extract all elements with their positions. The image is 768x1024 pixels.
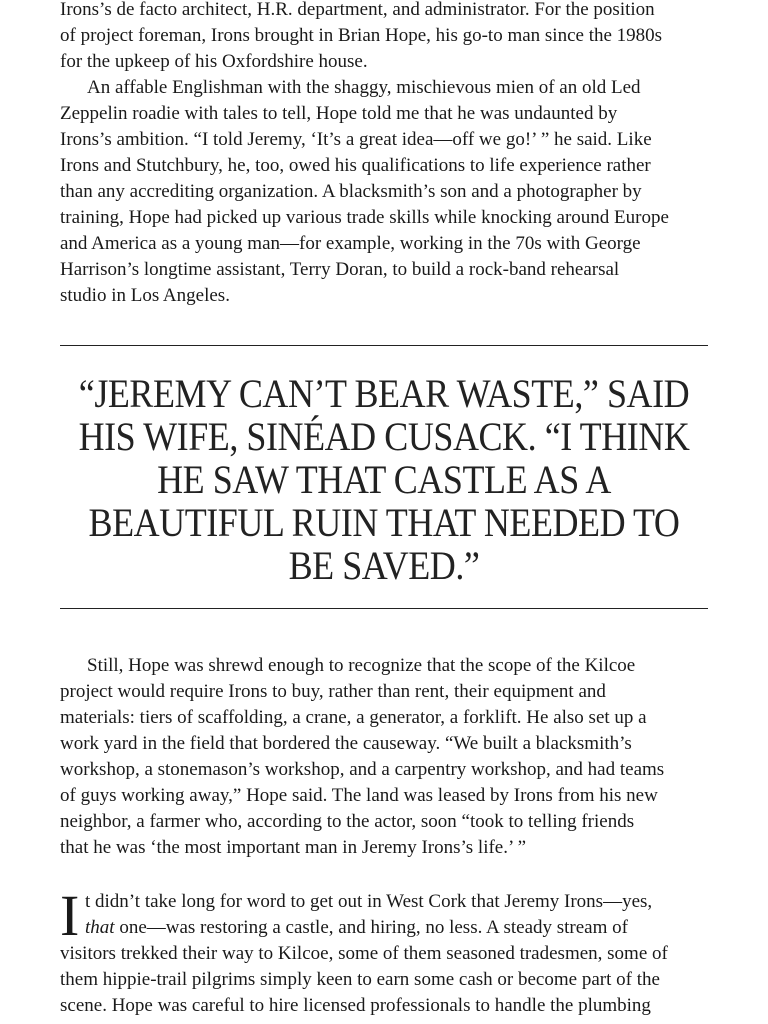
text-line: workshop, a stonemason’s workshop, and a carpentry workshop, and had teams — [60, 759, 665, 780]
text-line: materials: tiers of scaffolding, a crane, a generator, a forklift. He also set up a — [60, 707, 647, 728]
text-line: them hippie-trail pilgrims simply keen to earn some cash or become part of the — [60, 969, 660, 990]
pullquote-line: “JEREMY CAN’T BEAR WASTE,” SAID — [78, 371, 690, 416]
pullquote-line: BEAUTIFUL RUIN THAT NEEDED TO — [88, 500, 680, 545]
text-fragment: one—was restoring a castle, and hiring, no less. A steady stream of — [114, 917, 628, 938]
text-line: visitors trekked their way to Kilcoe, some of them seasoned tradesmen, some of — [60, 943, 668, 964]
text-line: and America as a young man—for example, working in the 70s with George — [60, 233, 641, 254]
paragraph-hope — [60, 75, 720, 309]
text-line: Zeppelin roadie with tales to tell, Hope told me that he was undaunted by — [60, 103, 618, 124]
pullquote — [40, 372, 728, 587]
pullquote-line: HE SAW THAT CASTLE AS A — [157, 457, 611, 502]
text-line: studio in Los Angeles. — [60, 285, 230, 306]
pullquote-line: BE SAVED.” — [288, 543, 480, 588]
text-line: scene. Hope was careful to hire licensed professionals to handle the plumbing — [60, 995, 651, 1016]
text-line — [60, 915, 720, 941]
italic-word: that — [85, 917, 115, 938]
paragraph-foreman — [60, 0, 720, 75]
text-line: project would require Irons to buy, rather than rent, their equipment and — [60, 681, 606, 702]
drop-cap: I — [60, 883, 80, 948]
pullquote-top-rule — [60, 345, 708, 346]
text-line: for the upkeep of his Oxfordshire house. — [60, 51, 368, 72]
text-line: work yard in the field that bordered the causeway. “We built a blacksmith’s — [60, 733, 632, 754]
text-line: training, Hope had picked up various trade skills while knocking around Europe — [60, 207, 669, 228]
text-line: that he was ‘the most important man in Jeremy Irons’s life.’ ” — [60, 837, 527, 858]
text-line: of guys working away,” Hope said. The land was leased by Irons from his new — [60, 785, 658, 806]
text-line: Irons and Stutchbury, he, too, owed his qualifications to life experience rather — [60, 155, 651, 176]
text-line: An affable Englishman with the shaggy, mischievous mien of an old Led — [87, 77, 641, 98]
paragraph-word-out — [60, 883, 720, 1019]
text-line: neighbor, a farmer who, according to the actor, soon “took to telling friends — [60, 811, 635, 832]
text-line: t didn’t take long for word to get out in West Cork that Jeremy Irons—yes, — [85, 891, 653, 912]
text-line: Irons’s de facto architect, H.R. department, and administrator. For the position — [60, 0, 655, 20]
paragraph-equipment — [60, 653, 720, 861]
text-line: Harrison’s longtime assistant, Terry Doran, to build a rock-band rehearsal — [60, 259, 620, 280]
text-line: Still, Hope was shrewd enough to recognize that the scope of the Kilcoe — [87, 655, 636, 676]
text-line: Irons’s ambition. “I told Jeremy, ‘It’s a great idea—off we go!’ ” he said. Like — [60, 129, 652, 150]
text-line: of project foreman, Irons brought in Brian Hope, his go-to man since the 1980s — [60, 25, 663, 46]
pullquote-bottom-rule — [60, 608, 708, 609]
pullquote-line: HIS WIFE, SINÉAD CUSACK. “I THINK — [78, 414, 690, 459]
text-line: than any accrediting organization. A blacksmith’s son and a photographer by — [60, 181, 642, 202]
